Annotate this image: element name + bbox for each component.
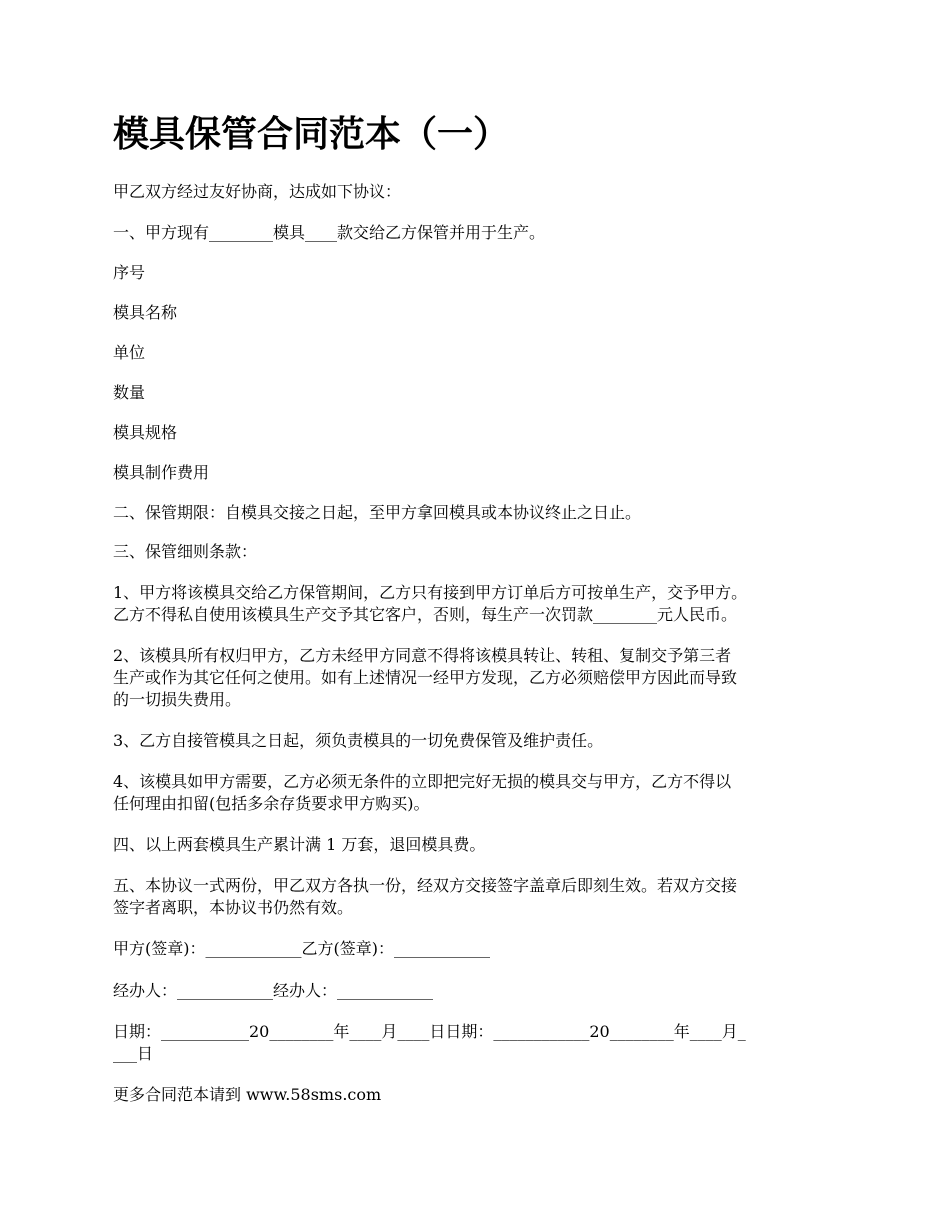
rule-4-line-2: 任何理由扣留(包括多余存货要求甲方购买)。 <box>113 794 430 813</box>
document-title: 模具保管合同范本（一） <box>113 113 510 155</box>
date-line-1: 日期：___________20________年____月____日日期：____________20________年____月_ <box>113 1022 746 1041</box>
field-mold-cost: 模具制作费用 <box>113 463 210 482</box>
clause-2: 二、保管期限：自模具交接之日起，至甲方拿回模具或本协议终止之日止。 <box>113 503 642 522</box>
intro-paragraph: 甲乙双方经过友好协商，达成如下协议： <box>113 182 402 201</box>
field-mold-spec: 模具规格 <box>113 423 178 442</box>
handler-line: 经办人：____________经办人：____________ <box>113 981 434 1000</box>
rule-2-line-1: 2、该模具所有权归甲方，乙方未经甲方同意不得将该模具转让、转租、复制交予第三者 <box>113 646 732 665</box>
clause-1: 一、甲方现有________模具____款交给乙方保管并用于生产。 <box>113 223 546 242</box>
rule-4-line-1: 4、该模具如甲方需要，乙方必须无条件的立即把完好无损的模具交与甲方，乙方不得以 <box>113 772 732 791</box>
field-unit: 单位 <box>113 343 146 362</box>
rule-2-line-3: 的一切损失费用。 <box>113 690 242 709</box>
footer-link-text: 更多合同范本请到 www.58sms.com <box>113 1085 382 1104</box>
date-line-2: ___日 <box>113 1044 154 1063</box>
rule-1-line-2: 乙方不得私自使用该模具生产交予其它客户，否则，每生产一次罚款________元人民币。 <box>113 605 738 624</box>
rule-2-line-2: 生产或作为其它任何之使用。如有上述情况一经甲方发现，乙方必须赔偿甲方因此而导致 <box>113 668 738 687</box>
clause-5-line-2: 签字者离职，本协议书仍然有效。 <box>113 898 354 917</box>
field-mold-name: 模具名称 <box>113 303 178 322</box>
rule-1-line-1: 1、甲方将该模具交给乙方保管期间，乙方只有接到甲方订单后方可按单生产，交予甲方。 <box>113 583 748 602</box>
rule-3: 3、乙方自接管模具之日起，须负责模具的一切免费保管及维护责任。 <box>113 731 604 750</box>
field-quantity: 数量 <box>113 383 146 402</box>
clause-4: 四、以上两套模具生产累计满 1 万套，退回模具费。 <box>113 835 486 854</box>
field-serial: 序号 <box>113 263 146 282</box>
clause-5-line-1: 五、本协议一式两份，甲乙双方各执一份，经双方交接签字盖章后即刻生效。若双方交接 <box>113 876 738 895</box>
clause-3: 三、保管细则条款： <box>113 542 258 561</box>
signature-line: 甲方(签章)：____________乙方(签章)：____________ <box>113 939 490 958</box>
